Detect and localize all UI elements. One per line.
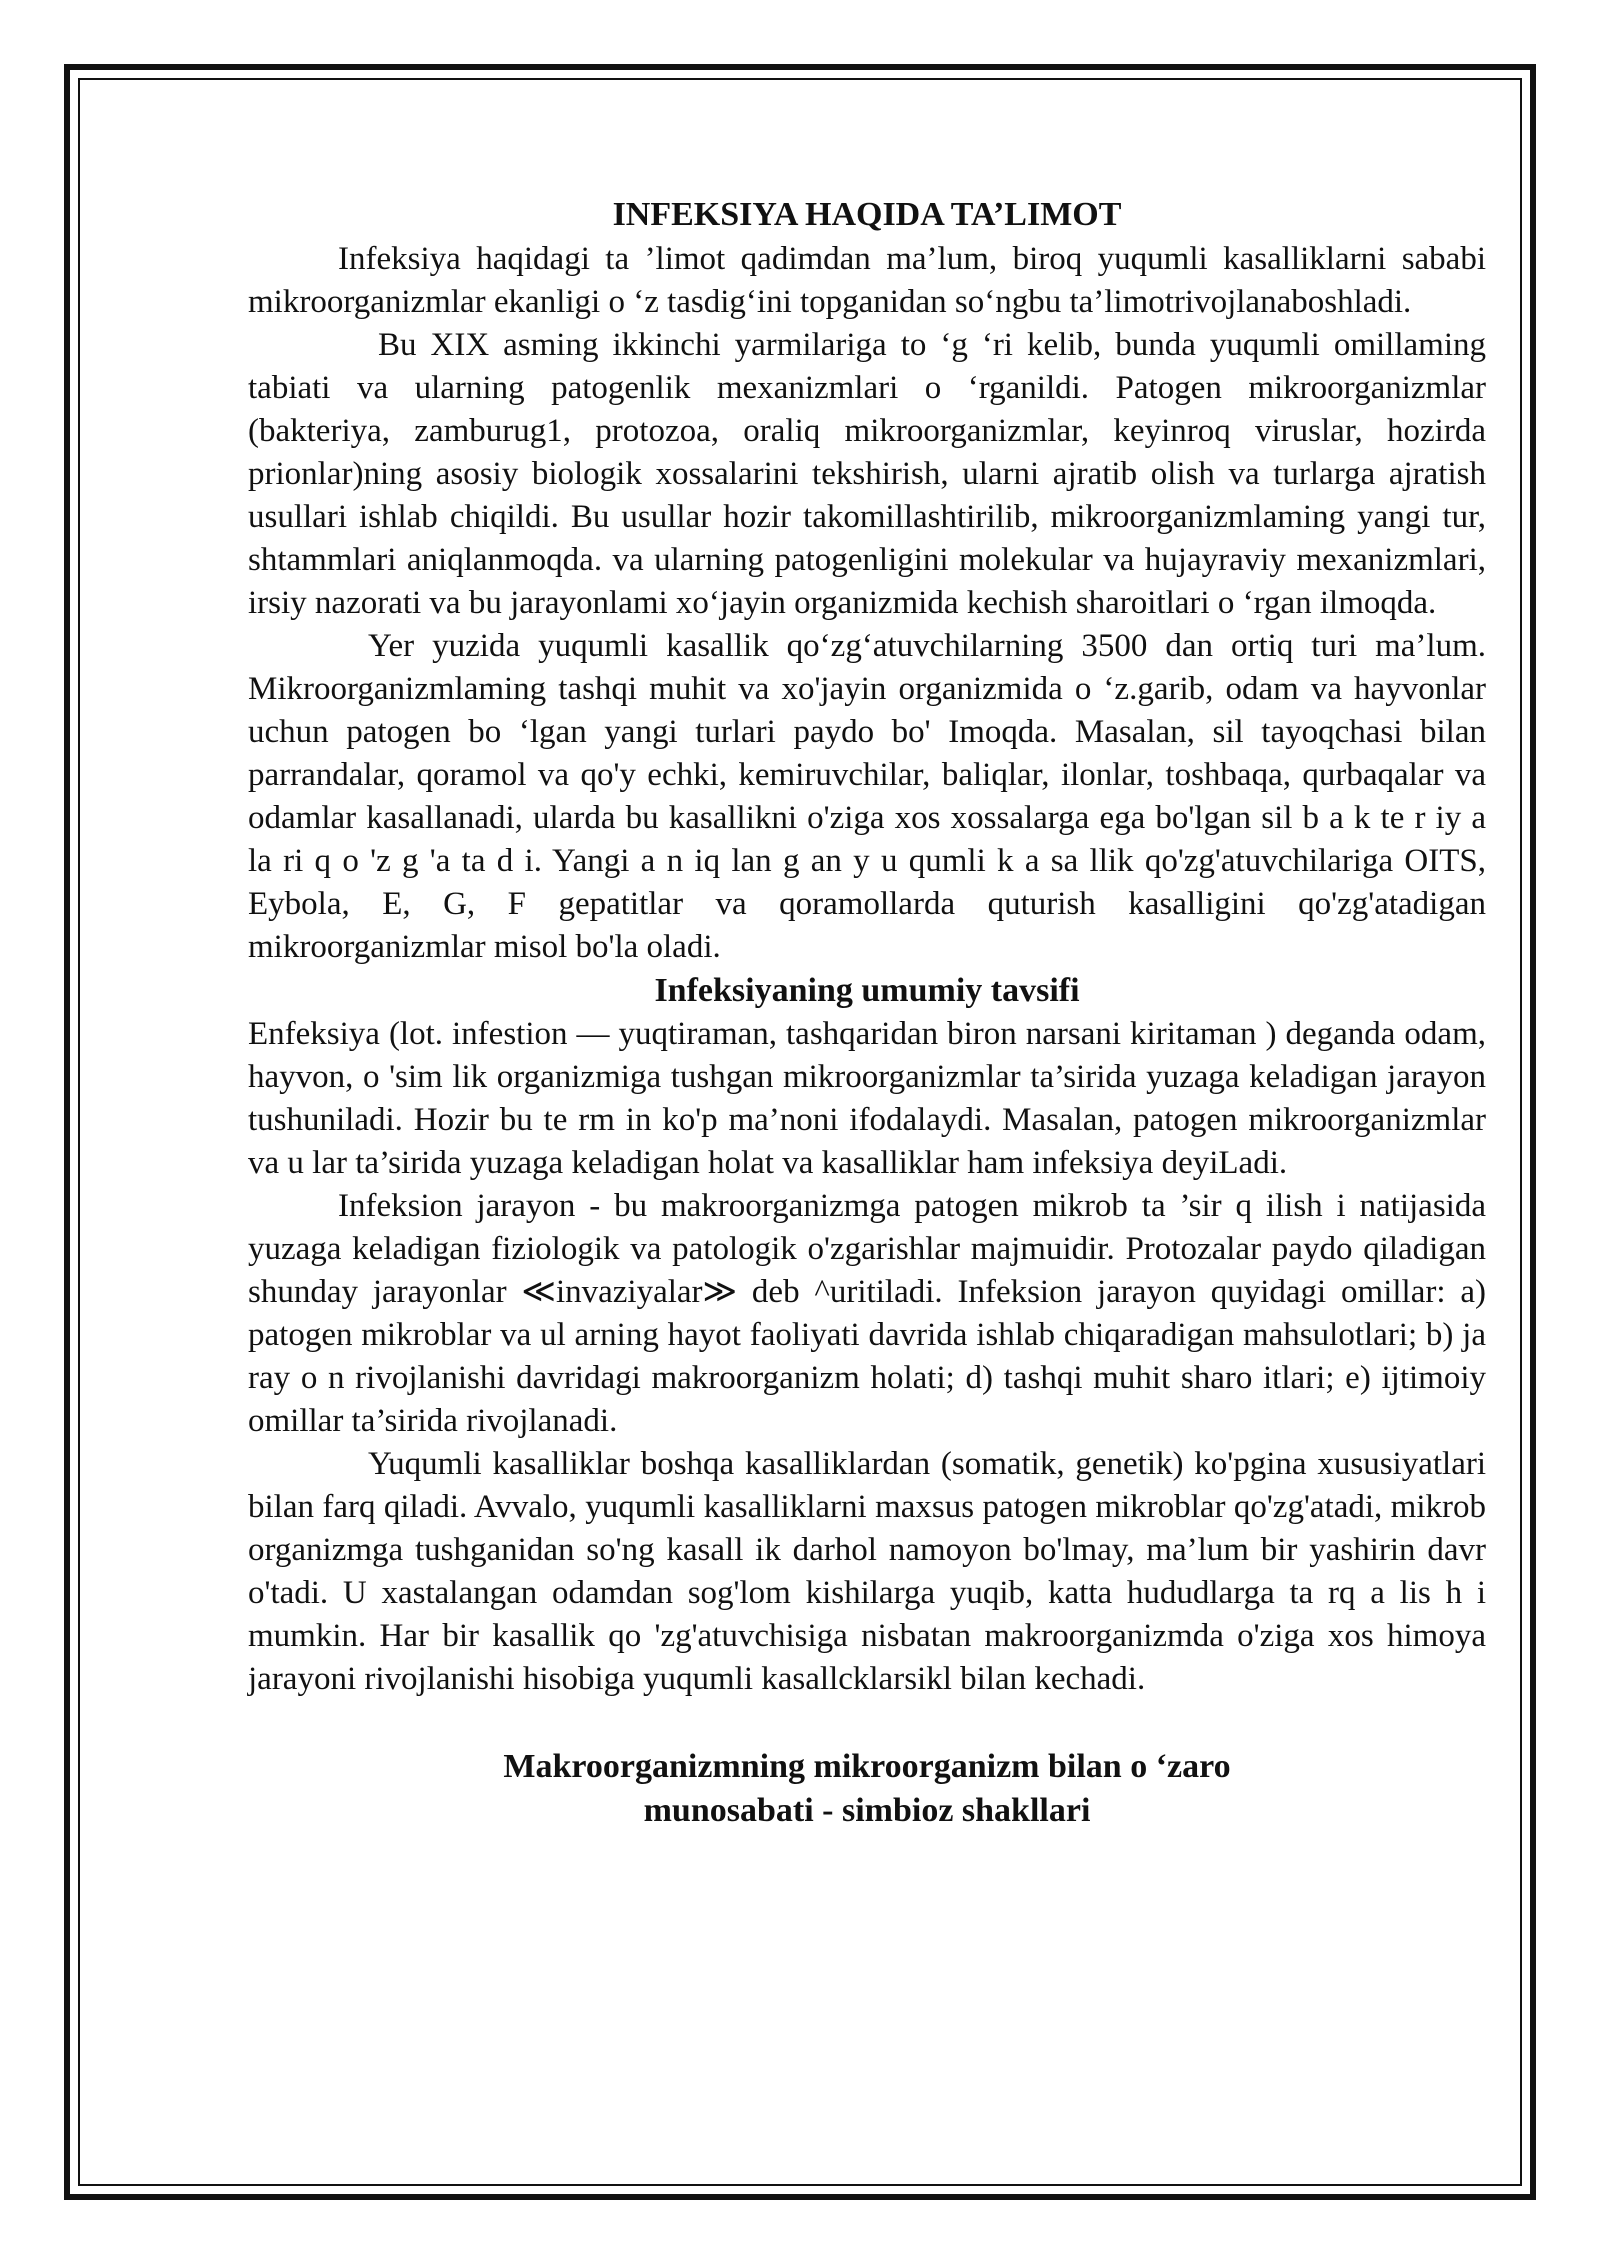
closing-heading-line-1: Makroorganizmning mikroorganizm bilan o ‘zaro	[503, 1748, 1231, 1785]
paragraph-6: Yuqumli kasalliklar boshqa kasalliklardan (somatik, genetik) ko'pgina xususiyatlari bilan farq qiladi. Avvalo, yuqumli kasalliklarni maxsus patogen mikroblar qo'zg'atadi, mikrob organizmga tushganidan so'ng kasall ik darhol namoyon bo'lmay, ma’lum bir yashirin davr o'tadi. U xastalangan odamdan sog'lom kishilarga yuqib, katta hududlarga ta rq a lis h i mumkin. Har bir kasallik qo 'zg'atuvchisiga nisbatan makroorganizmda o'ziga xos himoya jarayoni rivojlanishi hisobiga yuqumli kasallcklarsikl bilan kechadi.	[248, 1446, 1486, 1697]
paragraph-4: Enfeksiya (lot. infestion — yuqtiraman, tashqaridan biron narsani kiritaman ) deganda odam, hayvon, o 'sim lik organizmiga tushgan mikroorganizmlar ta’sirida yuzaga keladigan jarayon tushuniladi. Hozir bu te rm in ko'p ma’noni ifodalaydi. Masalan, patogen mikroorganizmlar va u lar ta’sirida yuzaga keladigan holat va kasalliklar ham infeksiya deyiLadi.	[248, 1016, 1486, 1181]
document-body	[248, 192, 1486, 1833]
spacer	[248, 1701, 1486, 1745]
section-heading: Infeksiyaning umumiy tavsifi	[654, 972, 1080, 1009]
document-title: INFEKSIYA HAQIDA TA’LIMOT	[612, 196, 1122, 233]
paragraph-5: Infeksion jarayon - bu makroorganizmga patogen mikrob ta ’sir q ilish i natijasida yuzaga keladigan fiziologik va patologik o'zgarishlar majmuidir. Protozalar paydo qiladigan shunday jarayonlar ≪invaziyalar≫ deb ^uritiladi. Infeksion jarayon quyidagi omillar: a) patogen mikroblar va ul arning hayot faoliyati davrida ishlab chiqaradigan mahsulotlari; b) ja ray o n rivojlanishi davridagi makroorganizm holati; d) tashqi muhit sharo itlari; e) ijtimoiy omillar ta’sirida rivojlanadi.	[248, 1188, 1486, 1439]
paragraph-1: Infeksiya haqidagi ta ’limot qadimdan ma’lum, biroq yuqumli kasalliklarni sababi mikroorganizmlar ekanligi o ‘z tasdig‘ini topganidan so‘ngbu ta’limotrivojlanaboshladi.	[248, 241, 1486, 320]
paragraph-3: Yer yuzida yuqumli kasallik qo‘zg‘atuvchilarning 3500 dan ortiq turi ma’lum. Mikroorganizmlaming tashqi muhit va xo'jayin organizmida o ‘z.garib, odam va hayvonlar uchun patogen bo ‘lgan yangi turlari paydo bo' Imoqda. Masalan, sil tayoqchasi bilan parrandalar, qoramol va qo'y echki, kemiruvchilar, baliqlar, ilonlar, toshbaqa, qurbaqalar va odamlar kasallanadi, ularda bu kasallikni o'ziga xos xossalarga ega bo'lgan sil b a k te r iy a la ri q o 'z g 'a ta d i. Yangi a n iq lan g an y u qumli k a sa llik qo'zg'atuvchilariga OITS, Eybola, E, G, F gepatitlar va qoramollarda quturish kasalligini qo'zg'atadigan mikroorganizmlar misol bo'la oladi.	[248, 628, 1486, 965]
closing-heading-line-2: munosabati - simbioz shakllari	[643, 1792, 1091, 1829]
paragraph-2: Bu XIX asming ikkinchi yarmilariga to ‘g ‘ri kelib, bunda yuqumli omillaming tabiati va ularning patogenlik mexanizmlari o ‘rganildi. Patogen mikroorganizmlar (bakteriya, zamburug1, protozoa, oraliq mikroorganizmlar, keyinroq viruslar, hozirda prionlar)ning asosiy biologik xossalarini tekshirish, ularni ajratib olish va turlarga ajratish usullari ishlab chiqildi. Bu usullar hozir takomillashtirilib, mikroorganizmlaming yangi tur, shtammlari aniqlanmoqda. va ularning patogenligini molekular va hujayraviy mexanizmlari, irsiy nazorati va bu jarayonlami xo‘jayin organizmida kechish sharoitlari o ‘rgan ilmoqda.	[248, 327, 1486, 621]
